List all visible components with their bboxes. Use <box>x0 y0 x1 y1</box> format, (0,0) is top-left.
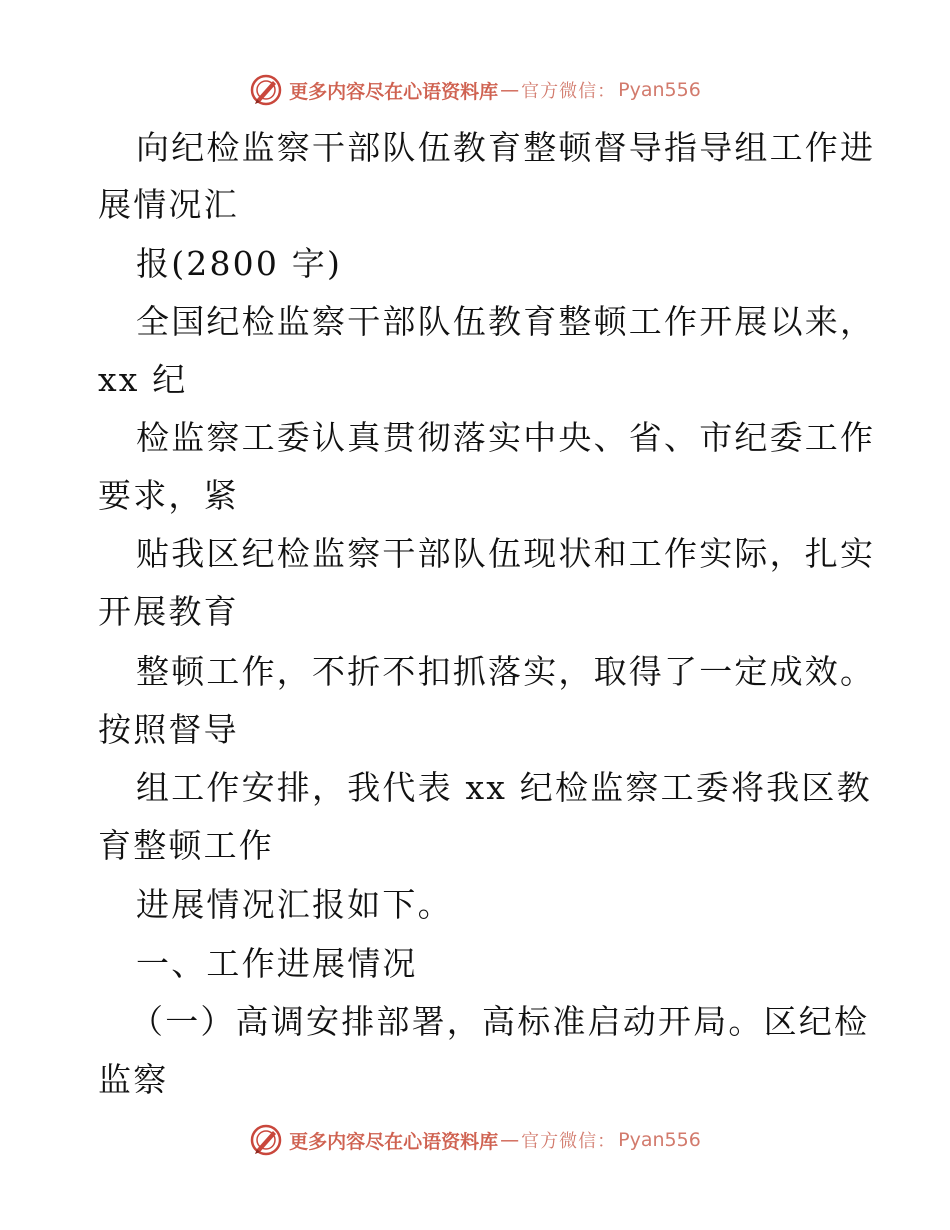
doc-paragraph-line: 贴我区纪检监察干部队伍现状和工作实际，扎实 <box>136 534 876 573</box>
doc-paragraph-line: xx 纪 <box>98 360 188 399</box>
doc-paragraph-line: 按照督导 <box>98 710 239 749</box>
footer-watermark <box>0 1120 950 1160</box>
pen-logo-icon <box>249 1123 283 1157</box>
doc-section-heading: 一、工作进展情况 <box>136 944 418 983</box>
doc-subsection-heading: （一）高调安排部署，高标准启动开局。区纪检 <box>130 1002 870 1041</box>
doc-title-line-2: 展情况汇 <box>98 185 239 224</box>
doc-paragraph-line: 全国纪检监察干部队伍教育整顿工作开展以来， <box>136 302 876 341</box>
doc-paragraph-line: 组工作安排，我代表 xx 纪检监察工委将我区教 <box>136 768 872 807</box>
doc-paragraph-line: 整顿工作，不折不扣抓落实，取得了一定成效。 <box>136 652 876 691</box>
doc-paragraph-line: 要求，紧 <box>98 476 239 515</box>
watermark-dash: — <box>500 79 520 101</box>
watermark-dash: — <box>500 1129 520 1151</box>
watermark-main-text: 更多内容尽在心语资料库 <box>289 1130 499 1153</box>
doc-title-line-3: 报(2800 字) <box>136 244 343 283</box>
watermark-main-text: 更多内容尽在心语资料库 <box>289 80 499 103</box>
doc-paragraph-line: 开展教育 <box>98 592 239 631</box>
doc-paragraph-line: 检监察工委认真贯彻落实中央、省、市纪委工作 <box>136 418 876 457</box>
watermark-wechat-id: Pyan556 <box>618 1129 701 1151</box>
watermark-sub-text: 官方微信： <box>521 1131 617 1152</box>
doc-title-line-1: 向纪检监察干部队伍教育整顿督导指导组工作进 <box>136 128 876 167</box>
doc-paragraph-line: 育整顿工作 <box>98 826 274 865</box>
watermark-sub-text: 官方微信： <box>521 81 617 102</box>
watermark-wechat-id: Pyan556 <box>618 79 701 101</box>
header-watermark <box>0 70 950 110</box>
pen-logo-icon <box>249 73 283 107</box>
doc-paragraph-line: 进展情况汇报如下。 <box>136 885 453 924</box>
doc-paragraph-line: 监察 <box>98 1060 169 1099</box>
